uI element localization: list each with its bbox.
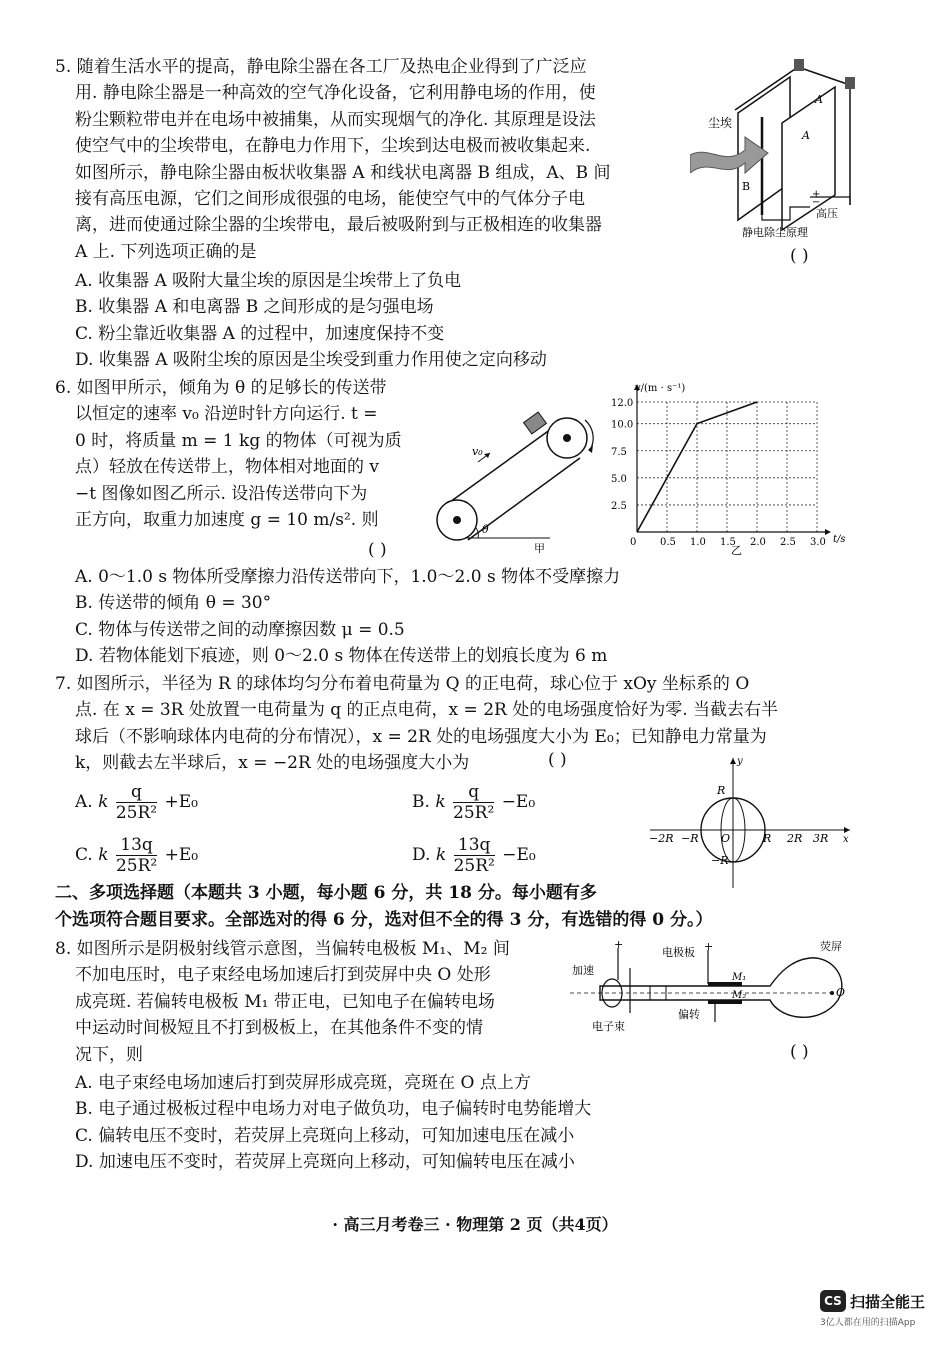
label-3r: 3R — [813, 832, 829, 845]
q7-line: 点. 在 x = 3R 处放置一电荷量为 q 的正点电荷，x = 2R 处的电场强度恰好为零. 当截去右半 — [75, 700, 779, 721]
label-minus-2r: −2R — [649, 832, 674, 845]
electrostatic-precipitator-figure — [690, 55, 865, 240]
label-plate: 电极板 — [662, 946, 695, 959]
question-6 — [55, 375, 402, 533]
y-tick-label: 10.0 — [611, 419, 634, 431]
label-origin: O — [721, 832, 731, 845]
q5-line: 用. 静电除尘器是一种高效的空气净化设备，它利用静电场的作用，使 — [75, 83, 596, 104]
q8-options — [75, 1070, 591, 1176]
label-m2: M₂ — [732, 990, 747, 1001]
x-axis-label: t/s — [833, 534, 846, 545]
x-tick-label: 1.5 — [720, 537, 736, 548]
y-tick-label: 12.0 — [611, 398, 634, 409]
label-minus-r: −R — [681, 832, 699, 845]
x-axis-arrow-icon — [825, 529, 831, 535]
x-axis-label: x — [843, 834, 849, 845]
question-8 — [55, 936, 510, 1068]
insulator-icon — [794, 59, 804, 71]
label-a1: A — [802, 129, 810, 142]
tube-outline — [600, 958, 842, 1017]
crt-figure — [570, 938, 860, 1038]
q5-line: 如图所示，静电除尘器由板状收集器 A 和线状电离器 B 组成，A、B 间 — [75, 162, 611, 183]
option-d: D. 收集器 A 吸附尘埃的原因是尘埃受到重力作用使之定向移动 — [75, 350, 547, 371]
q6-line: 正方向，取重力加速度 g = 10 m/s². 则 — [75, 510, 379, 531]
option-b: B. 电子通过极板过程中电场力对电子做负功，电子偏转时电势能增大 — [75, 1099, 592, 1120]
y-tick-label: 2.5 — [611, 500, 627, 512]
sphere-coordinate-figure — [645, 750, 855, 890]
label-beam: 电子束 — [592, 1020, 625, 1033]
q5-line: 离，进而使通过除尘器的尘埃带电，最后被吸附到与正极相连的收集器 — [75, 215, 602, 236]
label-2r: 2R — [787, 832, 803, 845]
q7-option-a: A. k $\frac{q}{\text{25R²}}$ +E₀ — [75, 782, 198, 823]
option-b: B. 传送带的倾角 θ = 30° — [75, 593, 272, 614]
label-high-voltage: 高压 — [816, 207, 838, 220]
plus-sign: + — [614, 938, 624, 951]
scanner-watermark — [820, 1290, 925, 1328]
q6-answer-bracket: ( ) — [368, 540, 387, 560]
label-theta: θ — [482, 523, 489, 536]
svg-text:+: + — [812, 189, 821, 200]
label-o: O — [836, 986, 846, 999]
q8-line: 中运动时间极短且不打到极板上，在其他条件不变的情 — [75, 1018, 483, 1039]
option-d: D. 加速电压不变时，若荧屏上亮斑向上移动，可知偏转电压在减小 — [75, 1152, 575, 1173]
label-r-top: R — [717, 784, 726, 797]
x-tick-label: 3.0 — [810, 537, 826, 548]
y-tick-label: 7.5 — [611, 446, 627, 458]
label-a2: A — [815, 93, 823, 106]
q6-line: −t 图像如图乙所示. 设沿传送带向下为 — [75, 483, 368, 504]
chart-ticks — [611, 398, 826, 548]
conveyor-belt-figure — [430, 400, 610, 560]
label-v0: v₀ — [472, 445, 483, 458]
q6-line: 0 时，将质量 m = 1 kg 的物体（可视为质 — [75, 430, 402, 451]
figure-caption: 甲 — [534, 542, 545, 555]
y-tick-label: 5.0 — [611, 473, 627, 485]
y-axis-label: v/(m · s⁻¹) — [635, 383, 686, 394]
q5-line: 5. 随着生活水平的提高，静电除尘器在各工厂及热电企业得到了广泛应 — [55, 57, 587, 77]
option-c: C. 粉尘靠近收集器 A 的过程中，加速度保持不变 — [75, 323, 445, 344]
label-accel: 加速 — [572, 964, 594, 977]
x-tick-label: 2.0 — [750, 537, 766, 548]
option-c: C. 偏转电压不变时，若荧屏上亮斑向上移动，可知加速电压在减小 — [75, 1125, 575, 1146]
q5-answer-bracket: ( ) — [790, 246, 809, 266]
question-5 — [55, 54, 611, 265]
label-screen: 荧屏 — [820, 940, 842, 953]
block-icon — [524, 412, 547, 434]
q7-option-d: D. k $\frac{13q}{\text{25R²}}$ −E₀ — [412, 835, 536, 876]
option-b: B. 收集器 A 和电离器 B 之间形成的是匀强电场 — [75, 297, 434, 318]
option-a: A. 电子束经电场加速后打到荧屏形成亮斑，亮斑在 O 点上方 — [75, 1073, 531, 1093]
insulator-icon — [845, 77, 855, 89]
q7-answer-bracket: ( ) — [548, 750, 567, 770]
q8-line: 况下，则 — [75, 1044, 143, 1065]
section-2-heading: 二、多项选择题（本题共 3 小题，每小题 6 分，共 18 分。每小题有多 个选项符合题目要求。全部选对的得 6 分，选对但不全的得 3 分，有选错的得 0 分。） — [55, 883, 713, 930]
q5-line: A 上. 下列选项正确的是 — [75, 241, 257, 262]
svg-text:−: − — [812, 197, 821, 208]
q8-line: 8. 如图所示是阴极射线管示意图，当偏转电极板 M₁、M₂ 间 — [55, 939, 510, 959]
q6-line: 6. 如图甲所示，倾角为 θ 的足够长的传送带 — [55, 378, 387, 398]
chart-caption: 乙 — [731, 544, 742, 555]
label-dust: 尘埃 — [708, 116, 733, 130]
figure-caption: 静电除尘原理 — [742, 226, 808, 239]
option-c: C. 物体与传送带之间的动摩擦因数 μ = 0.5 — [75, 619, 405, 640]
q7-option-c: C. k $\frac{13q}{\text{25R²}}$ +E₀ — [75, 835, 199, 876]
q6-line: 以恒定的速率 v₀ 沿逆时针方向运行. t = — [75, 404, 378, 425]
plus-sign: + — [704, 940, 714, 953]
option-d: D. 若物体能划下痕迹，则 0～2.0 s 物体在传送带上的划痕长度为 6 m — [75, 646, 608, 667]
q6-options — [75, 564, 620, 670]
label-b: B — [742, 180, 751, 193]
y-axis-label: y — [737, 756, 743, 767]
chart-grid — [637, 402, 817, 532]
brand-tagline: 3亿人都在用的扫描App — [820, 1318, 916, 1328]
chart-axes — [634, 384, 831, 535]
x-tick-label: 0.5 — [660, 537, 676, 548]
vt-graph — [605, 380, 855, 555]
brand-name: 扫描全能王 — [850, 1292, 926, 1311]
q8-line: 成亮斑. 若偏转电极板 M₁ 带正电，已知电子在偏转电场 — [75, 991, 495, 1012]
q7-option-b: B. k $\frac{q}{\text{25R²}}$ −E₀ — [412, 782, 536, 823]
q7-line: k，则截去左半球后，x = −2R 处的电场强度大小为 — [75, 753, 470, 774]
label-deflect: 偏转 — [678, 1008, 700, 1021]
q5-line: 接有高压电源，它们之间形成很强的电场，能使空气中的气体分子电 — [75, 189, 585, 210]
q8-line: 不加电压时，电子束经电场加速后打到荧屏中央 O 处形 — [75, 965, 491, 986]
page-footer: · 高三月考卷三 · 物理第 2 页（共4页） — [332, 1215, 618, 1234]
label-m1: M₁ — [732, 972, 747, 983]
rotation-arrow-icon — [588, 445, 593, 453]
cs-logo-icon: CS — [820, 1290, 846, 1312]
q7-line: 7. 如图所示，半径为 R 的球体均匀分布着电荷量为 Q 的正电荷，球心位于 xOy 坐标系的 O — [55, 674, 750, 694]
option-a: A. 0～1.0 s 物体所受摩擦力沿传送带向下，1.0～2.0 s 物体不受摩擦力 — [75, 567, 621, 587]
label-r-bottom: −R — [711, 854, 729, 867]
label-r: R — [763, 832, 772, 845]
q6-line: 点）轻放在传送带上，物体相对地面的 v — [75, 457, 380, 478]
q5-line: 使空气中的尘埃带电，在静电力作用下，尘埃到达电极而被收集起来. — [75, 136, 591, 157]
q7-line: 球后（不影响球体内电荷的分布情况），x = 2R 处的电场强度大小为 E₀；已知静电力常量为 — [75, 726, 767, 747]
option-a: A. 收集器 A 吸附大量尘埃的原因是尘埃带上了负电 — [75, 271, 462, 291]
x-tick-label: 1.0 — [690, 537, 706, 548]
q5-options — [75, 268, 547, 374]
q5-line: 粉尘颗粒带电并在电场中被捕集，从而实现烟气的净化. 其原理是设法 — [75, 109, 596, 130]
x-tick-label: 0 — [630, 537, 637, 548]
x-tick-label: 2.5 — [780, 537, 796, 548]
q8-answer-bracket: ( ) — [790, 1042, 809, 1062]
